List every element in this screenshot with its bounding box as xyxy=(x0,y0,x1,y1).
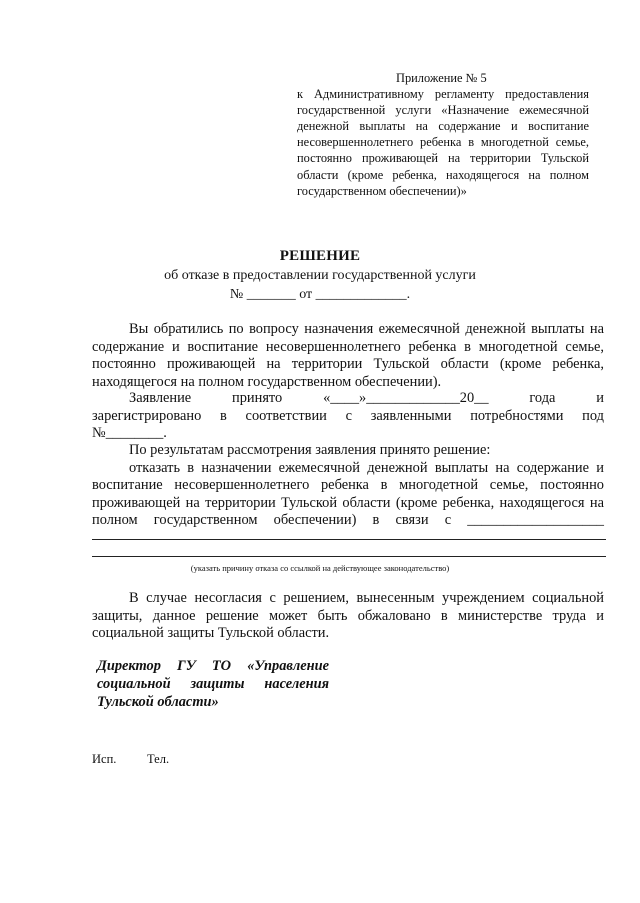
decision-title: РЕШЕНИЕ xyxy=(279,248,361,264)
statement-block xyxy=(92,390,604,443)
refusal-text: отказать в назначении ежемесячной денежной выплаты на содержание и воспитание несовершеннолетнего ребенка в многодетной семье, постоянно проживающей на территории Тульской области (кроме ребенка, находящегося на полном государственном обеспечении) в связи с ___________________ xyxy=(92,459,604,529)
statement-row xyxy=(92,390,604,408)
paragraph-request xyxy=(92,321,604,391)
reason-note: (указать причину отказа со ссылкой на действующее законодательство) xyxy=(190,563,450,573)
statement-word: года xyxy=(529,390,556,406)
appendix-title: Приложение № 5 xyxy=(396,71,487,85)
statement-word: принято xyxy=(232,390,283,406)
executor-label: Исп. xyxy=(92,752,117,766)
appeal-paragraph xyxy=(92,590,604,643)
decision-number-line: № _______ от _____________. xyxy=(229,287,411,302)
statement-word: и xyxy=(596,390,604,406)
statement-word: Заявление xyxy=(129,390,192,406)
signature-block xyxy=(97,657,329,711)
decision-subtitle: об отказе в предоставлении государственной услуги xyxy=(164,268,476,283)
statement-date-blank: «____»_____________20__ xyxy=(323,390,489,406)
paragraph-request-text: Вы обратились по вопросу назначения ежемесячной денежной выплаты на содержание и воспитание несовершеннолетнего ребенка в многодетной семье, постоянно проживающей на территории Тульской области (кроме ребенка, находящегося на полном государственном обеспечении). xyxy=(92,321,604,390)
registration-number: №________. xyxy=(92,425,167,442)
appendix-block xyxy=(297,70,589,199)
appeal-text: В случае несогласия с решением, вынесенным учреждением социальной защиты, данное решение может быть обжаловано в министерстве труда и социальной защиты Тульской области. xyxy=(92,590,604,642)
decision-block xyxy=(92,442,604,530)
reason-blank-line xyxy=(92,556,606,557)
decision-intro: По результатам рассмотрения заявления принято решение: xyxy=(129,442,491,458)
reason-blank-line xyxy=(92,539,606,540)
registered-line: зарегистрировано в соответствии с заявленными потребностями под xyxy=(92,407,604,424)
appendix-text: к Административному регламенту предоставления государственной услуги «Назначение ежемесячной денежной выплаты на содержание и воспитание несовершеннолетнего ребенка в многодетной семье, постоянно проживающей на территории Тульской области (кроме ребенка, находящегося на полном государственном обеспечении)» xyxy=(297,87,589,198)
phone-label: Тел. xyxy=(147,752,170,766)
signature-text: Директор ГУ ТО «Управление социальной защиты населения Тульской области» xyxy=(97,658,329,710)
